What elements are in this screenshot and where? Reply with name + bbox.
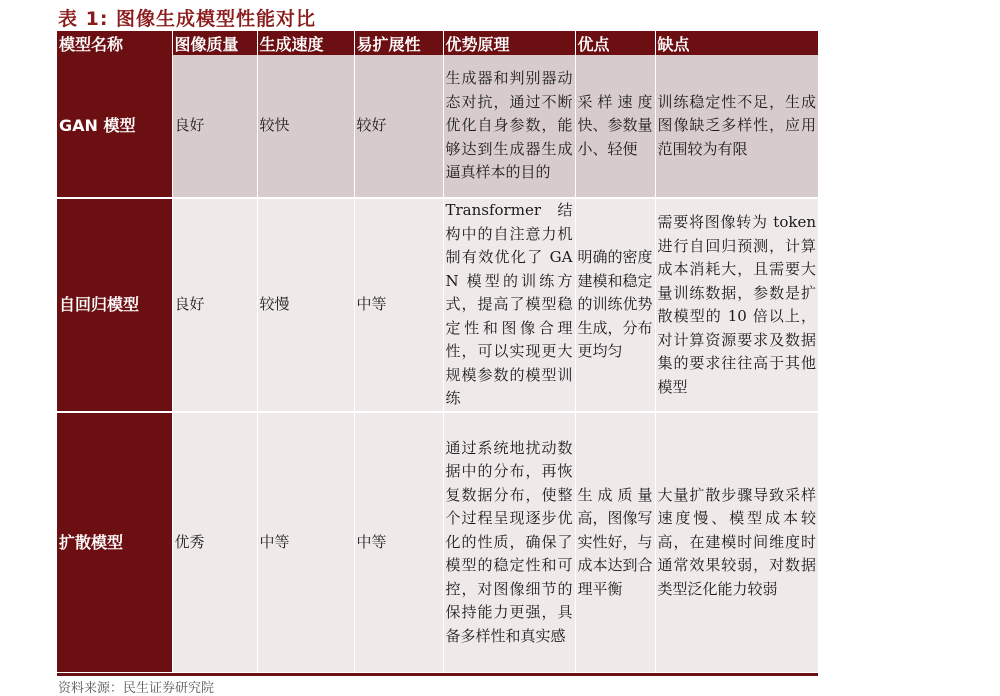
pros-cell: 明确的密度建模和稳定的训练优势生成，分布更均匀 bbox=[575, 198, 655, 412]
table-bottom-rule bbox=[57, 673, 818, 676]
table-row bbox=[57, 412, 818, 672]
model-name-cell: GAN 模型 bbox=[57, 55, 172, 198]
header-generation-speed: 生成速度 bbox=[257, 31, 354, 55]
principle-cell: 生成器和判别器动态对抗，通过不断优化自身参数，能够达到生成器生成逼真样本的目的 bbox=[443, 55, 575, 198]
cons-cell: 训练稳定性不足，生成图像缺乏多样性，应用范围较为有限 bbox=[655, 55, 818, 198]
table-row bbox=[57, 198, 818, 412]
speed-cell: 较快 bbox=[257, 55, 354, 198]
header-image-quality: 图像质量 bbox=[172, 31, 257, 55]
cons-cell: 大量扩散步骤导致采样速度慢、模型成本较高，在建模时间维度时通常效果较弱，对数据类型泛化能力较弱 bbox=[655, 412, 818, 672]
source-note: 资料来源：民生证券研究院 bbox=[58, 681, 215, 696]
scalability-cell: 中等 bbox=[354, 198, 443, 412]
header-model-name: 模型名称 bbox=[57, 31, 172, 55]
table-title: 表 1: 图像生成模型性能对比 bbox=[58, 8, 317, 30]
speed-cell: 较慢 bbox=[257, 198, 354, 412]
header-row bbox=[57, 31, 818, 55]
principle-cell: 通过系统地扰动数据中的分布，再恢复数据分布，使整个过程呈现逐步优化的性质，确保了模型的稳定性和可控，对图像细节的保持能力更强，具备多样性和真实感 bbox=[443, 412, 575, 672]
header-principle: 优势原理 bbox=[443, 31, 575, 55]
pros-cell: 采样速度快、参数量小、轻便 bbox=[575, 55, 655, 198]
comparison-table bbox=[57, 31, 818, 672]
quality-cell: 良好 bbox=[172, 55, 257, 198]
model-name-cell: 扩散模型 bbox=[57, 412, 172, 672]
cons-cell: 需要将图像转为 token 进行自回归预测，计算成本消耗大，且需要大量训练数据，参数是扩散模型的 10 倍以上，对计算资源要求及数据集的要求往往高于其他模型 bbox=[655, 198, 818, 412]
header-cons: 缺点 bbox=[655, 31, 818, 55]
quality-cell: 良好 bbox=[172, 198, 257, 412]
speed-cell: 中等 bbox=[257, 412, 354, 672]
quality-cell: 优秀 bbox=[172, 412, 257, 672]
model-name-cell: 自回归模型 bbox=[57, 198, 172, 412]
pros-cell: 生成质量高，图像写实性好，与成本达到合理平衡 bbox=[575, 412, 655, 672]
header-pros: 优点 bbox=[575, 31, 655, 55]
scalability-cell: 较好 bbox=[354, 55, 443, 198]
scalability-cell: 中等 bbox=[354, 412, 443, 672]
principle-cell: Transformer 结构中的自注意力机制有效优化了 GAN 模型的训练方式，提高了模型稳定性和图像合理性，可以实现更大规模参数的模型训练 bbox=[443, 198, 575, 412]
table-row bbox=[57, 55, 818, 198]
header-scalability: 易扩展性 bbox=[354, 31, 443, 55]
